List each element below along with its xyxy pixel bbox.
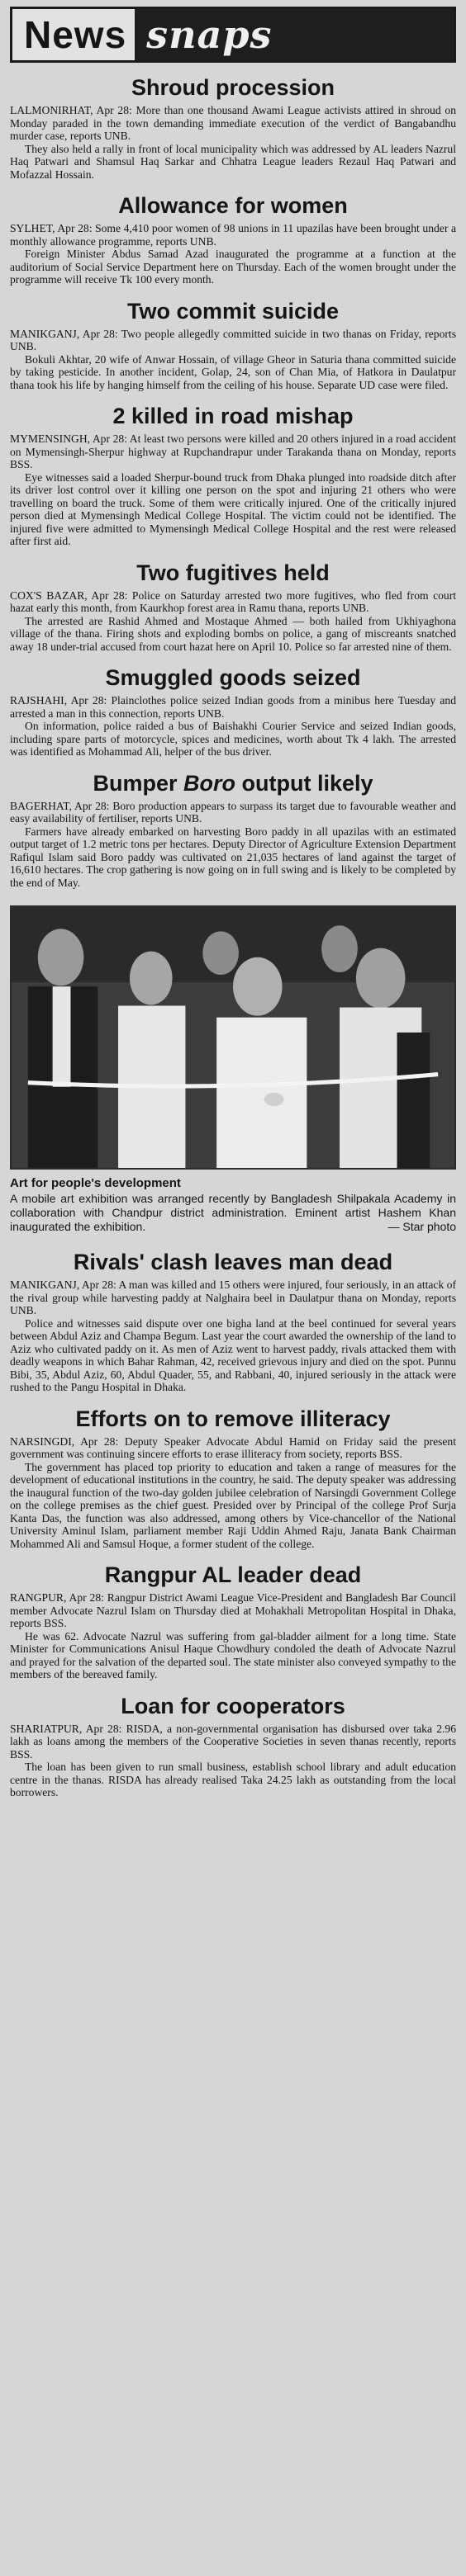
story-paragraph: The loan has been given to run small business, establish school library and adult education centre in the thanas. RISDA has already realised Taka 24.25 lakh as outstanding from the local borrowers. bbox=[10, 1761, 456, 1798]
story-body bbox=[10, 589, 456, 654]
story-two-commit-suicide bbox=[10, 298, 456, 392]
story-paragraph: COX'S BAZAR, Apr 28: Police on Saturday arrested two more fugitives, who fled from court hazat early this month, from Kaurkhop forest area in Ramu thana, reports UNB. bbox=[10, 588, 456, 614]
story-paragraph: MANIKGANJ, Apr 28: Two people allegedly committed suicide in two thanas on Friday, reports UNB. bbox=[10, 327, 456, 352]
masthead-snaps: snaps bbox=[135, 9, 454, 60]
story-body bbox=[10, 222, 456, 286]
story-rivals-clash bbox=[10, 1249, 456, 1394]
story-smuggled-goods-seized bbox=[10, 664, 456, 759]
headline-italic-part: Boro bbox=[183, 770, 235, 796]
story-headline: Allowance for women bbox=[118, 193, 348, 218]
story-headline bbox=[10, 770, 456, 796]
story-body bbox=[10, 1279, 456, 1394]
story-two-fugitives-held bbox=[10, 560, 456, 654]
news-photo bbox=[10, 905, 456, 1170]
photo-illustration bbox=[12, 907, 454, 1168]
story-loan-for-cooperators bbox=[10, 1693, 456, 1799]
story-headline: 2 killed in road mishap bbox=[112, 404, 354, 428]
story-road-mishap bbox=[10, 403, 456, 548]
story-body bbox=[10, 432, 456, 548]
story-paragraph: Police and witnesses said dispute over one bigha land at the beel continued for several years between Abdul Aziz and Champa Begum. Last year the court awarded the ownership of the land to Aziz who cultivated paddy on it. As men of Aziz went to harvest paddy, rivals attacked them with deadly weapons in which Bahar Rahman, 42, received grievous injury and died on the spot. Punnu Bibi, 35, Abdul Aziz, 60, Abdul Quader, 55, and Rabbani, 40, injured seriously in the attack were rushed to the Pangu Hospital in Dhaka. bbox=[10, 1316, 456, 1393]
masthead bbox=[10, 7, 456, 63]
photo-credit: — Star photo bbox=[388, 1220, 456, 1233]
story-paragraph: LALMONIRHAT, Apr 28: More than one thousand Awami League activists attired in shroud on Monday paraded in the town demanding immediate execution of the verdict of Bangabandhu murder case, reports UNB. bbox=[10, 104, 456, 142]
story-paragraph: MANIKGANJ, Apr 28: A man was killed and 15 others were injured, four seriously, in an attack of the rival group while harvesting paddy at Nalghaira beel in Daulatpur thana on Monday, reports UNB. bbox=[10, 1279, 456, 1316]
photo-caption-text: A mobile art exhibition was arranged recently by Bangladesh Shilpakala Academy in collaboration with Chandpur district administration. Eminent artist Hashem Khan inaugurated the exhibition. bbox=[10, 1192, 456, 1233]
story-rangpur-al-leader-dead bbox=[10, 1562, 456, 1681]
story-bumper-boro-output bbox=[10, 770, 456, 890]
story-paragraph: They also held a rally in front of local municipality which was addressed by AL leaders Nazrul Haq Patwari and Shamsul Haq Sarkar and Chhatra League leaders Rezaul Haq Patwari and Mofazzal Hossain. bbox=[10, 142, 456, 181]
story-paragraph: Farmers have already embarked on harvesting Boro paddy in all upazilas with an estimated output target of 1.2 metric tons per hectares. Deputy Director of Agriculture Extension Department Rafiqul Islam said Boro paddy was cultivated on 21,035 hectares of land against the target of 16,610 hectares. The crop gathering is now going on in full swing and is likely to be completed by the end of May. bbox=[10, 825, 456, 889]
story-headline: Two fugitives held bbox=[136, 560, 330, 585]
story-body bbox=[10, 1723, 456, 1799]
story-paragraph: He was 62. Advocate Nazrul was suffering from gal-bladder ailment for a long time. State Minister for Communications Anisul Haque Chowdhury condoled the death of Advocate Nazrul and prayed for the salvation of the departed soul. The state minister also conveyed sympathy to the members of the bereaved family. bbox=[10, 1629, 456, 1680]
story-paragraph: The government has placed top priority to education and taken a range of measures for the development of educational institutions in the country, he said. The deputy speaker was addressing the inaugural function of the two-day golden jubilee celebration of Narsingdi Government College on the college premises as the chief guest. Presided over by Principal of the college Prof Surja Kanta Das, the function was also addressed, among others by Vice-chancellor of the National University Aminul Islam, parliament member Raji Uddin Ahmed Raju, Janata Bank Chairman Mohammed Ali and Samsul Hoque, a former student of the college. bbox=[10, 1460, 456, 1550]
story-body bbox=[10, 694, 456, 759]
story-paragraph: On information, police raided a bus of Baishakhi Courier Service and seized Indian goods, including spare parts of motorcycle, spices and medicines, worth about Tk 4 lakh. The arrested was identified as Mohammad Ali, helper of the bus driver. bbox=[10, 720, 456, 758]
headline-part: output likely bbox=[235, 770, 373, 796]
story-headline: Rivals' clash leaves man dead bbox=[73, 1250, 393, 1274]
story-body bbox=[10, 1435, 456, 1551]
story-paragraph: Foreign Minister Abdus Samad Azad inaugurated the programme at a function at the auditorium of Social Service Department here on Thursday. Each of the women brought under the programme will receive Tk 100 every month. bbox=[10, 248, 456, 286]
story-headline: Two commit suicide bbox=[126, 298, 340, 324]
photo-caption-title: Art for people's development bbox=[10, 1176, 181, 1190]
story-shroud-procession bbox=[10, 74, 456, 181]
story-headline: Shroud procession bbox=[131, 75, 335, 100]
story-headline: Loan for cooperators bbox=[121, 1693, 345, 1718]
story-paragraph: SHARIATPUR, Apr 28: RISDA, a non-governmental organisation has disbursed over taka 2.96 lakh as loans among the members of the Cooperative Societies in seven thanas recently, reports BSS. bbox=[10, 1722, 456, 1761]
story-paragraph: MYMENSINGH, Apr 28: At least two persons were killed and 20 others injured in a road accident on Mymensingh-Sherpur highway at Rupchandrapur under Tarakanda thana on Monday, reports BSS. bbox=[10, 432, 456, 470]
story-headline: Efforts on to remove illiteracy bbox=[75, 1406, 391, 1431]
story-remove-illiteracy bbox=[10, 1406, 456, 1551]
story-paragraph: BAGERHAT, Apr 28: Boro production appears to surpass its target due to favourable weather and easy availability of fertiliser, reports UNB. bbox=[10, 799, 456, 825]
story-paragraph: NARSINGDI, Apr 28: Deputy Speaker Advocate Abdul Hamid on Friday said the present government was continuing sincere efforts to erase illiteracy from society, reports BSS. bbox=[10, 1435, 456, 1460]
story-paragraph: RAJSHAHI, Apr 28: Plainclothes police seized Indian goods from a minibus here Tuesday and arrested a man in this connection, reports UNB. bbox=[10, 694, 456, 720]
photo-caption bbox=[10, 1192, 456, 1234]
story-paragraph: RANGPUR, Apr 28: Rangpur District Awami League Vice-President and Bangladesh Bar Council member Advocate Nazrul Islam on Thursday died at Mohakhali Metropolitan Hospital in Dhaka, reports BSS. bbox=[10, 1591, 456, 1629]
story-paragraph: Eye witnesses said a loaded Sherpur-bound truck from Dhaka plunged into roadside ditch after its driver lost control over it killing one person on the spot and injuring 21 others who were travelling on board the truck. Some of them were critically injured. One of the critically injured person died at Mymensingh Medical College Hospital. The victim could not be identified. The injured five were admitted to Mymensingh Medical College Hospital and the rest were released after first aid. bbox=[10, 470, 456, 547]
story-body bbox=[10, 104, 456, 181]
story-body bbox=[10, 328, 456, 392]
story-paragraph: Bokuli Akhtar, 20 wife of Anwar Hossain, of village Gheor in Saturia thana committed suicide by taking pesticide. In another incident, Golap, 24, son of Chan Mia, of Hatkora in Daulatpur thana took his life by hanging himself from the ceiling of his house. Separate UD case were filed. bbox=[10, 352, 456, 391]
masthead-news: News bbox=[24, 13, 127, 56]
headline-part: Bumper bbox=[93, 770, 183, 796]
story-body bbox=[10, 800, 456, 890]
story-headline: Rangpur AL leader dead bbox=[104, 1562, 362, 1587]
newspaper-page bbox=[7, 7, 459, 2563]
story-body bbox=[10, 1591, 456, 1681]
story-paragraph: The arrested are Rashid Ahmed and Mostaque Ahmed — both hailed from Ukhiyaghona village of the thana. Firing shots and exploding bombs on police, a gang of miscreants snatched away 18 under-trial accused from court hazat here on April 10. Police so far arrested nine of them. bbox=[10, 614, 456, 653]
story-paragraph: SYLHET, Apr 28: Some 4,410 poor women of 98 unions in 11 upazilas have been brought under a monthly allowance programme, reports UNB. bbox=[10, 222, 456, 248]
story-headline: Smuggled goods seized bbox=[105, 665, 361, 690]
story-allowance-for-women bbox=[10, 192, 456, 286]
